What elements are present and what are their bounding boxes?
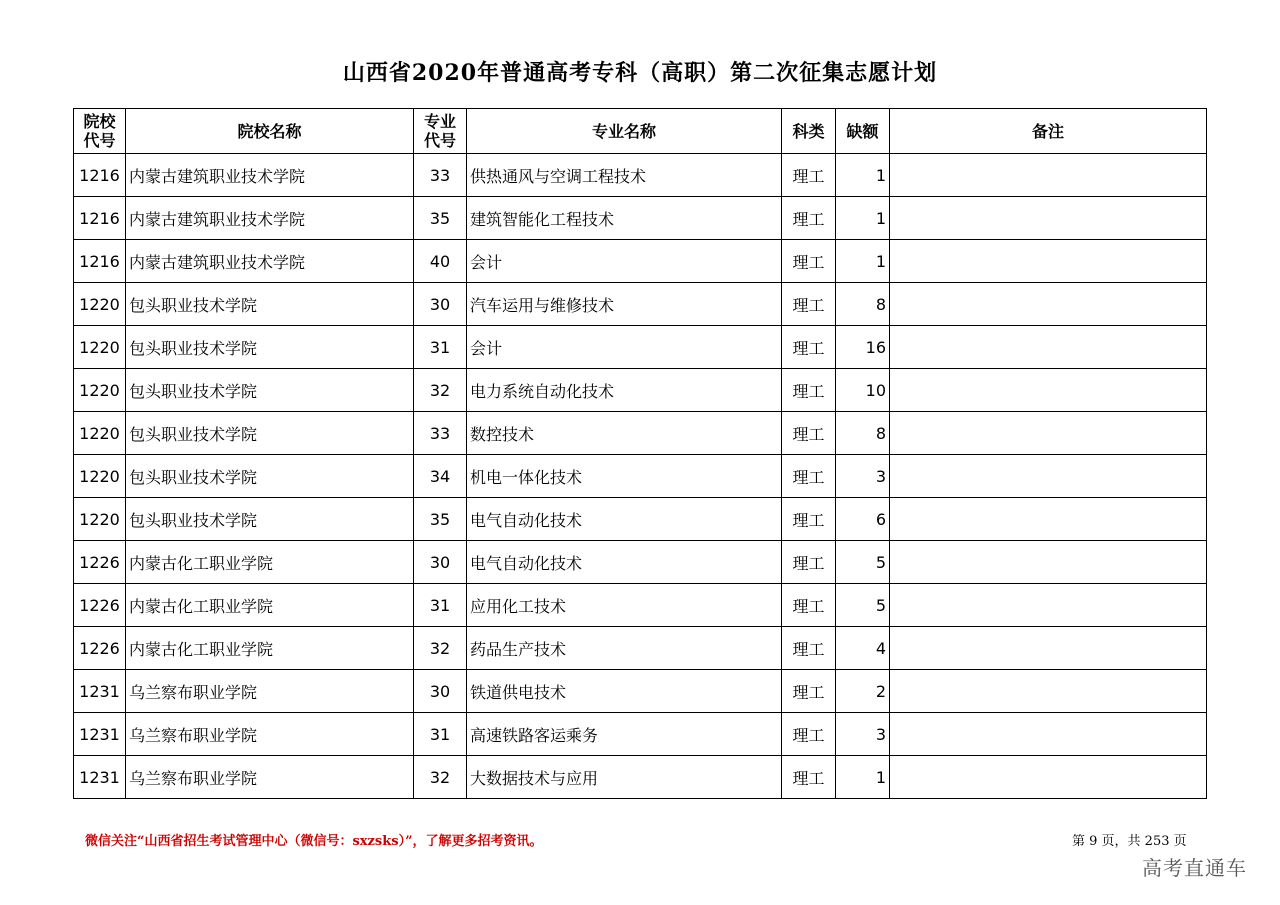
cell-category: 理工 xyxy=(782,326,836,369)
header-school-code: 院校 代号 xyxy=(74,109,126,154)
cell-quota: 16 xyxy=(836,326,890,369)
cell-major-code: 32 xyxy=(414,627,467,670)
cell-category: 理工 xyxy=(782,541,836,584)
cell-quota: 1 xyxy=(836,240,890,283)
cell-remark xyxy=(890,584,1207,627)
cell-school-code: 1216 xyxy=(74,240,126,283)
wechat-notice: 微信关注“山西省招生考试管理中心（微信号：sxzsks）”，了解更多招考资讯。 xyxy=(85,834,543,849)
cell-major-name: 应用化工技术 xyxy=(467,584,782,627)
cell-quota: 1 xyxy=(836,756,890,799)
table-row xyxy=(74,197,1207,240)
cell-school-code: 1226 xyxy=(74,584,126,627)
cell-quota: 8 xyxy=(836,412,890,455)
cell-major-code: 40 xyxy=(414,240,467,283)
cell-remark xyxy=(890,455,1207,498)
header-remark: 备注 xyxy=(890,109,1207,154)
cell-category: 理工 xyxy=(782,240,836,283)
page-indicator: 第 9 页，共 253 页 xyxy=(1072,834,1187,849)
cell-major-name: 机电一体化技术 xyxy=(467,455,782,498)
cell-school-name: 包头职业技术学院 xyxy=(126,498,414,541)
cell-remark xyxy=(890,197,1207,240)
table-row xyxy=(74,240,1207,283)
cell-school-name: 乌兰察布职业学院 xyxy=(126,756,414,799)
cell-quota: 1 xyxy=(836,197,890,240)
cell-major-code: 33 xyxy=(414,154,467,197)
cell-major-code: 33 xyxy=(414,412,467,455)
cell-remark xyxy=(890,154,1207,197)
table-row xyxy=(74,670,1207,713)
cell-quota: 10 xyxy=(836,369,890,412)
cell-remark xyxy=(890,240,1207,283)
cell-major-name: 会计 xyxy=(467,326,782,369)
cell-major-name: 会计 xyxy=(467,240,782,283)
cell-category: 理工 xyxy=(782,713,836,756)
cell-remark xyxy=(890,627,1207,670)
cell-category: 理工 xyxy=(782,455,836,498)
cell-category: 理工 xyxy=(782,670,836,713)
cell-school-name: 包头职业技术学院 xyxy=(126,326,414,369)
cell-school-code: 1216 xyxy=(74,154,126,197)
cell-major-name: 铁道供电技术 xyxy=(467,670,782,713)
cell-remark xyxy=(890,541,1207,584)
cell-major-code: 35 xyxy=(414,197,467,240)
cell-major-name: 高速铁路客运乘务 xyxy=(467,713,782,756)
cell-major-name: 供热通风与空调工程技术 xyxy=(467,154,782,197)
cell-major-name: 药品生产技术 xyxy=(467,627,782,670)
table-row xyxy=(74,498,1207,541)
cell-school-name: 内蒙古建筑职业技术学院 xyxy=(126,197,414,240)
table-row xyxy=(74,584,1207,627)
header-quota: 缺额 xyxy=(836,109,890,154)
table-row xyxy=(74,627,1207,670)
table-row xyxy=(74,455,1207,498)
cell-remark xyxy=(890,412,1207,455)
cell-school-code: 1226 xyxy=(74,627,126,670)
table-row xyxy=(74,541,1207,584)
cell-school-name: 内蒙古建筑职业技术学院 xyxy=(126,154,414,197)
cell-school-code: 1231 xyxy=(74,756,126,799)
cell-major-name: 电气自动化技术 xyxy=(467,498,782,541)
cell-major-code: 31 xyxy=(414,326,467,369)
cell-major-code: 30 xyxy=(414,541,467,584)
cell-school-code: 1220 xyxy=(74,283,126,326)
cell-school-name: 包头职业技术学院 xyxy=(126,412,414,455)
cell-school-code: 1220 xyxy=(74,498,126,541)
cell-category: 理工 xyxy=(782,412,836,455)
cell-school-code: 1220 xyxy=(74,412,126,455)
cell-category: 理工 xyxy=(782,584,836,627)
cell-quota: 5 xyxy=(836,541,890,584)
cell-school-name: 内蒙古化工职业学院 xyxy=(126,541,414,584)
cell-quota: 8 xyxy=(836,283,890,326)
header-category: 科类 xyxy=(782,109,836,154)
cell-major-name: 电力系统自动化技术 xyxy=(467,369,782,412)
cell-school-code: 1216 xyxy=(74,197,126,240)
cell-remark xyxy=(890,369,1207,412)
cell-major-name: 建筑智能化工程技术 xyxy=(467,197,782,240)
cell-quota: 6 xyxy=(836,498,890,541)
header-school-name: 院校名称 xyxy=(126,109,414,154)
cell-school-code: 1220 xyxy=(74,455,126,498)
cell-major-code: 30 xyxy=(414,670,467,713)
cell-school-code: 1231 xyxy=(74,713,126,756)
page-title: 山西省2020年普通高考专科（高职）第二次征集志愿计划 xyxy=(342,60,938,86)
cell-major-code: 31 xyxy=(414,584,467,627)
cell-quota: 3 xyxy=(836,713,890,756)
cell-school-code: 1220 xyxy=(74,369,126,412)
plan-table xyxy=(73,108,1207,799)
cell-major-name: 大数据技术与应用 xyxy=(467,756,782,799)
cell-major-code: 35 xyxy=(414,498,467,541)
cell-school-code: 1226 xyxy=(74,541,126,584)
cell-category: 理工 xyxy=(782,498,836,541)
cell-major-name: 电气自动化技术 xyxy=(467,541,782,584)
cell-school-name: 包头职业技术学院 xyxy=(126,283,414,326)
cell-school-code: 1231 xyxy=(74,670,126,713)
cell-category: 理工 xyxy=(782,627,836,670)
table-row xyxy=(74,326,1207,369)
cell-category: 理工 xyxy=(782,197,836,240)
header-major-name: 专业名称 xyxy=(467,109,782,154)
cell-major-code: 32 xyxy=(414,369,467,412)
cell-quota: 4 xyxy=(836,627,890,670)
cell-remark xyxy=(890,326,1207,369)
cell-remark xyxy=(890,670,1207,713)
table-row xyxy=(74,154,1207,197)
cell-major-name: 汽车运用与维修技术 xyxy=(467,283,782,326)
cell-school-code: 1220 xyxy=(74,326,126,369)
cell-school-name: 内蒙古建筑职业技术学院 xyxy=(126,240,414,283)
cell-quota: 3 xyxy=(836,455,890,498)
cell-major-code: 32 xyxy=(414,756,467,799)
cell-school-name: 乌兰察布职业学院 xyxy=(126,670,414,713)
cell-category: 理工 xyxy=(782,283,836,326)
cell-remark xyxy=(890,713,1207,756)
table-row xyxy=(74,756,1207,799)
cell-school-name: 内蒙古化工职业学院 xyxy=(126,584,414,627)
table-row xyxy=(74,283,1207,326)
cell-remark xyxy=(890,283,1207,326)
cell-school-name: 包头职业技术学院 xyxy=(126,369,414,412)
cell-school-name: 内蒙古化工职业学院 xyxy=(126,627,414,670)
cell-school-name: 包头职业技术学院 xyxy=(126,455,414,498)
cell-major-code: 30 xyxy=(414,283,467,326)
cell-remark xyxy=(890,498,1207,541)
cell-category: 理工 xyxy=(782,154,836,197)
header-major-code: 专业 代号 xyxy=(414,109,467,154)
table-row xyxy=(74,412,1207,455)
cell-major-code: 31 xyxy=(414,713,467,756)
cell-school-name: 乌兰察布职业学院 xyxy=(126,713,414,756)
table-row xyxy=(74,713,1207,756)
cell-remark xyxy=(890,756,1207,799)
cell-quota: 2 xyxy=(836,670,890,713)
watermark-text: 高考直通车 xyxy=(1142,856,1247,880)
table-header-row xyxy=(74,109,1207,154)
table-row xyxy=(74,369,1207,412)
cell-quota: 1 xyxy=(836,154,890,197)
cell-category: 理工 xyxy=(782,756,836,799)
cell-major-code: 34 xyxy=(414,455,467,498)
cell-quota: 5 xyxy=(836,584,890,627)
cell-major-name: 数控技术 xyxy=(467,412,782,455)
cell-category: 理工 xyxy=(782,369,836,412)
